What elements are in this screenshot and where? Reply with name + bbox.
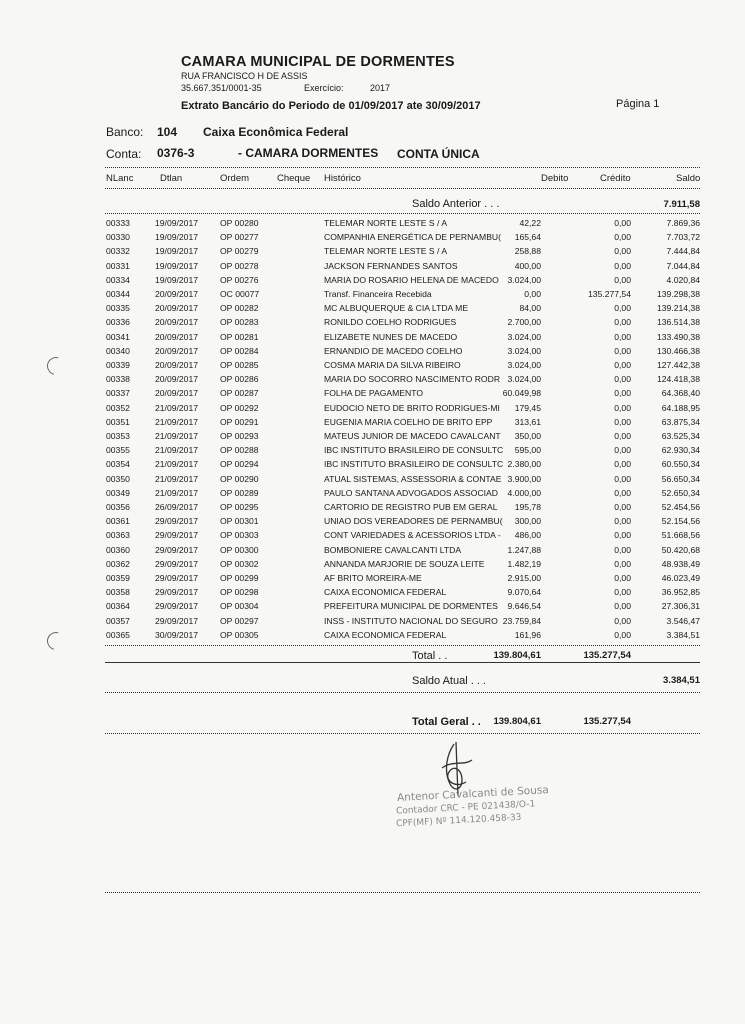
saldo-cell: 62.930,34 [661, 445, 700, 456]
footer-divider [105, 892, 700, 893]
historico-cell: CAIXA ECONOMICA FEDERAL [324, 587, 447, 598]
saldo-atual-divider [105, 692, 700, 693]
debito-cell: 9.646,54 [507, 601, 541, 612]
table-row [0, 403, 745, 417]
historico-cell: TELEMAR NORTE LESTE S / A [324, 246, 448, 257]
nlanc-cell: 00340 [106, 345, 130, 356]
ordem-cell: OP 00298 [220, 587, 259, 598]
organization-name: CAMARA MUNICIPAL DE DORMENTES [181, 54, 455, 70]
ordem-cell: OP 00305 [220, 629, 259, 640]
col-header-debito: Debito [541, 173, 569, 184]
table-row [0, 232, 745, 246]
table-row [0, 218, 745, 232]
table-row [0, 502, 745, 516]
table-row [0, 488, 745, 502]
ordem-cell: OP 00294 [220, 459, 259, 470]
nlanc-cell: 00336 [106, 317, 130, 328]
nlanc-cell: 00355 [106, 445, 130, 456]
debito-cell: 595,00 [514, 445, 541, 456]
nlanc-cell: 00344 [106, 289, 130, 299]
saldo-cell: 7.703,72 [666, 232, 700, 243]
exercicio-label: Exercício: [304, 83, 344, 93]
ordem-cell: OP 00297 [220, 615, 259, 626]
saldo-cell: 127.442,38 [656, 360, 700, 370]
saldo-cell: 64.188,95 [661, 402, 700, 413]
table-row [0, 332, 745, 346]
saldo-anterior-label: Saldo Anterior . . . [412, 198, 500, 210]
credito-cell: 0,00 [614, 345, 631, 356]
historico-cell: ERNANDIO DE MACEDO COELHO [324, 345, 463, 356]
table-row [0, 587, 745, 601]
date-cell: 29/09/2017 [155, 601, 199, 612]
date-cell: 20/09/2017 [155, 289, 199, 299]
date-cell: 20/09/2017 [155, 374, 199, 385]
credito-cell: 0,00 [614, 473, 631, 484]
nlanc-cell: 00359 [106, 573, 130, 583]
conta-number: 0376-3 [157, 146, 195, 160]
ordem-cell: OP 00287 [220, 388, 259, 399]
nlanc-cell: 00362 [106, 558, 130, 569]
conta-label: Conta: [106, 147, 142, 161]
historico-cell: ATUAL SISTEMAS, ASSESSORIA & CONTAE [324, 473, 502, 484]
historico-cell: ELIZABETE NUNES DE MACEDO [324, 331, 458, 342]
historico-cell: PAULO SANTANA ADVOGADOS ASSOCIAD [324, 487, 498, 498]
conta-name: - CAMARA DORMENTES [238, 146, 379, 160]
historico-cell: TELEMAR NORTE LESTE S / A [324, 218, 448, 228]
date-cell: 21/09/2017 [155, 431, 199, 441]
table-row [0, 360, 745, 374]
debito-cell: 4.000,00 [507, 487, 541, 498]
nlanc-cell: 00337 [106, 388, 130, 399]
table-row [0, 261, 745, 275]
historico-cell: CAIXA ECONOMICA FEDERAL [324, 629, 447, 640]
debito-cell: 486,00 [514, 530, 541, 541]
historico-cell: CARTORIO DE REGISTRO PUB EM GERAL [324, 502, 498, 512]
ordem-cell: OP 00278 [220, 260, 259, 271]
header-divider [105, 167, 700, 168]
col-header-cheque: Cheque [277, 173, 311, 184]
table-row [0, 275, 745, 289]
statement-title: Extrato Bancário do Periodo de 01/09/2017 ate 30/09/2017 [181, 100, 481, 112]
ordem-cell: OP 00288 [220, 445, 259, 456]
credito-cell: 0,00 [614, 487, 631, 498]
ordem-cell: OP 00276 [220, 274, 259, 285]
saldo-cell: 3.384,51 [666, 629, 700, 640]
nlanc-cell: 00333 [106, 218, 130, 228]
historico-cell: MARIA DO ROSARIO HELENA DE MACEDO [324, 274, 499, 285]
table-row [0, 573, 745, 587]
saldo-cell: 52.154,56 [661, 516, 700, 527]
saldo-cell: 27.306,31 [661, 601, 700, 612]
date-cell: 19/09/2017 [155, 246, 199, 257]
saldo-cell: 7.044,84 [666, 260, 700, 271]
nlanc-cell: 00365 [106, 629, 130, 640]
debito-cell: 1.247,88 [507, 544, 541, 555]
table-row [0, 346, 745, 360]
date-cell: 20/09/2017 [155, 303, 199, 314]
table-row [0, 417, 745, 431]
ordem-cell: OP 00303 [220, 530, 259, 541]
debito-cell: 84,00 [519, 303, 541, 314]
credito-cell: 0,00 [614, 587, 631, 598]
table-row [0, 445, 745, 459]
nlanc-cell: 00332 [106, 246, 130, 257]
date-cell: 21/09/2017 [155, 402, 199, 413]
nlanc-cell: 00351 [106, 416, 130, 427]
saldo-cell: 130.466,38 [656, 345, 700, 356]
debito-cell: 9.070,64 [507, 587, 541, 598]
ordem-cell: OP 00279 [220, 246, 259, 257]
debito-cell: 161,96 [514, 629, 541, 640]
date-cell: 21/09/2017 [155, 487, 199, 498]
date-cell: 20/09/2017 [155, 388, 199, 399]
table-row [0, 246, 745, 260]
table-row [0, 459, 745, 473]
nlanc-cell: 00360 [106, 544, 130, 555]
saldo-cell: 60.550,34 [661, 459, 700, 470]
historico-cell: IBC INSTITUTO BRASILEIRO DE CONSULTC [324, 445, 504, 456]
col-header-historico: Histórico [324, 173, 361, 184]
nlanc-cell: 00364 [106, 601, 130, 612]
table-row [0, 317, 745, 331]
debito-cell: 350,00 [514, 431, 541, 441]
credito-cell: 0,00 [614, 317, 631, 328]
ordem-cell: OP 00281 [220, 331, 259, 342]
historico-cell: COSMA MARIA DA SILVA RIBEIRO [324, 360, 461, 370]
credito-cell: 0,00 [614, 615, 631, 626]
historico-cell: MC ALBUQUERQUE & CIA LTDA ME [324, 303, 469, 314]
table-row [0, 601, 745, 615]
ordem-cell: OP 00277 [220, 232, 259, 243]
credito-cell: 0,00 [614, 431, 631, 441]
ordem-cell: OP 00304 [220, 601, 259, 612]
debito-cell: 3.024,00 [507, 360, 541, 370]
col-header-nlanc: NLanc [106, 173, 134, 184]
credito-cell: 0,00 [614, 502, 631, 512]
table-row [0, 431, 745, 445]
table-row [0, 530, 745, 544]
date-cell: 20/09/2017 [155, 360, 199, 370]
debito-cell: 195,78 [514, 502, 541, 512]
historico-cell: BOMBONIERE CAVALCANTI LTDA [324, 544, 462, 555]
nlanc-cell: 00350 [106, 473, 130, 484]
table-row [0, 388, 745, 402]
historico-cell: ANNANDA MARJORIE DE SOUZA LEITE [324, 558, 485, 569]
saldo-atual-label: Saldo Atual . . . [412, 675, 486, 687]
nlanc-cell: 00339 [106, 360, 130, 370]
nlanc-cell: 00363 [106, 530, 130, 541]
historico-cell: CONT VARIEDADES & ACESSORIOS LTDA - [324, 530, 501, 541]
table-row [0, 559, 745, 573]
historico-cell: FOLHA DE PAGAMENTO [324, 388, 424, 399]
nlanc-cell: 00338 [106, 374, 130, 385]
ordem-cell: OP 00299 [220, 573, 259, 583]
historico-cell: INSS - INSTITUTO NACIONAL DO SEGURO [324, 615, 498, 626]
total-geral-debito: 139.804,61 [493, 716, 541, 727]
date-cell: 21/09/2017 [155, 416, 199, 427]
table-row [0, 474, 745, 488]
stamp-cpf: CPF(MF) Nº 114.120.458-33 [395, 812, 522, 830]
organization-address: RUA FRANCISCO H DE ASSIS [181, 71, 308, 81]
date-cell: 29/09/2017 [155, 587, 199, 598]
saldo-cell: 63.875,34 [661, 416, 700, 427]
saldo-cell: 3.546,47 [666, 615, 700, 626]
saldo-cell: 48.938,49 [661, 558, 700, 569]
date-cell: 19/09/2017 [155, 274, 199, 285]
credito-cell: 0,00 [614, 416, 631, 427]
table-row [0, 545, 745, 559]
saldo-cell: 139.214,38 [656, 303, 700, 314]
credito-cell: 0,00 [614, 218, 631, 228]
debito-cell: 1.482,19 [507, 558, 541, 569]
date-cell: 29/09/2017 [155, 615, 199, 626]
nlanc-cell: 00349 [106, 487, 130, 498]
total-debito: 139.804,61 [493, 650, 541, 661]
date-cell: 21/09/2017 [155, 445, 199, 456]
date-cell: 30/09/2017 [155, 629, 199, 640]
banco-code: 104 [157, 125, 178, 139]
saldo-cell: 7.444,84 [666, 246, 700, 257]
credito-cell: 0,00 [614, 445, 631, 456]
credito-cell: 0,00 [614, 629, 631, 640]
rows-end-divider [105, 645, 700, 646]
debito-cell: 313,61 [514, 416, 541, 427]
col-header-dtlan: Dtlan [160, 173, 183, 184]
nlanc-cell: 00335 [106, 303, 130, 314]
credito-cell: 0,00 [614, 388, 631, 399]
debito-cell: 2.915,00 [507, 573, 541, 583]
exercicio-value: 2017 [370, 83, 391, 93]
date-cell: 29/09/2017 [155, 573, 199, 583]
debito-cell: 60.049,98 [502, 388, 541, 399]
credito-cell: 0,00 [614, 402, 631, 413]
date-cell: 19/09/2017 [155, 232, 199, 243]
nlanc-cell: 00357 [106, 615, 130, 626]
ordem-cell: OP 00284 [220, 345, 259, 356]
saldo-cell: 63.525,34 [661, 431, 700, 441]
debito-cell: 300,00 [514, 516, 541, 527]
date-cell: 20/09/2017 [155, 345, 199, 356]
total-credito: 135.277,54 [583, 650, 631, 661]
saldo-cell: 56.650,34 [661, 473, 700, 484]
col-header-ordem: Ordem [220, 173, 250, 184]
banco-label: Banco: [106, 125, 144, 139]
ordem-cell: OP 00290 [220, 473, 259, 484]
date-cell: 21/09/2017 [155, 459, 199, 470]
historico-cell: AF BRITO MOREIRA-ME [324, 573, 422, 583]
date-cell: 20/09/2017 [155, 317, 199, 328]
date-cell: 29/09/2017 [155, 544, 199, 555]
debito-cell: 23.759,84 [502, 615, 541, 626]
nlanc-cell: 00352 [106, 402, 130, 413]
saldo-cell: 51.668,56 [661, 530, 700, 541]
historico-cell: IBC INSTITUTO BRASILEIRO DE CONSULTC [324, 459, 504, 470]
credito-cell: 0,00 [614, 331, 631, 342]
ordem-cell: OP 00302 [220, 558, 259, 569]
historico-cell: MARIA DO SOCORRO NASCIMENTO RODR [324, 374, 501, 385]
credito-cell: 0,00 [614, 303, 631, 314]
page-number: Página 1 [616, 98, 660, 110]
historico-cell: JACKSON FERNANDES SANTOS [324, 260, 458, 271]
debito-cell: 400,00 [514, 260, 541, 271]
ordem-cell: OP 00295 [220, 502, 259, 512]
stamp-name: Antenor Cavalcanti de Sousa [396, 784, 550, 804]
ordem-cell: OP 00300 [220, 544, 259, 555]
banco-name: Caixa Econômica Federal [203, 125, 349, 139]
saldo-anterior-value: 7.911,58 [663, 199, 700, 210]
saldo-anterior-divider [105, 213, 700, 214]
date-cell: 29/09/2017 [155, 558, 199, 569]
saldo-cell: 50.420,68 [661, 544, 700, 555]
credito-cell: 0,00 [614, 246, 631, 257]
ordem-cell: OP 00292 [220, 402, 259, 413]
table-row [0, 289, 745, 303]
historico-cell: RONILDO COELHO RODRIGUES [324, 317, 457, 328]
debito-cell: 42,22 [519, 218, 541, 228]
historico-cell: UNIAO DOS VEREADORES DE PERNAMBU( [324, 516, 503, 527]
total-geral-divider [105, 733, 700, 734]
debito-cell: 0,00 [524, 289, 541, 299]
table-row [0, 516, 745, 530]
credito-cell: 0,00 [614, 558, 631, 569]
ordem-cell: OP 00285 [220, 360, 259, 370]
ordem-cell: OP 00301 [220, 516, 259, 527]
credito-cell: 0,00 [614, 232, 631, 243]
saldo-cell: 139.298,38 [656, 289, 700, 299]
credito-cell: 0,00 [614, 360, 631, 370]
credito-cell: 0,00 [614, 530, 631, 541]
col-header-saldo: Saldo [676, 173, 701, 184]
saldo-cell: 136.514,38 [656, 317, 700, 328]
nlanc-cell: 00334 [106, 274, 130, 285]
ordem-cell: OC 00077 [220, 289, 260, 299]
nlanc-cell: 00331 [106, 260, 130, 271]
historico-cell: PREFEITURA MUNICIPAL DE DORMENTES [324, 601, 498, 612]
historico-cell: EUGENIA MARIA COELHO DE BRITO EPP [324, 416, 493, 427]
debito-cell: 3.024,00 [507, 374, 541, 385]
date-cell: 29/09/2017 [155, 530, 199, 541]
credito-cell: 0,00 [614, 573, 631, 583]
columns-divider [105, 188, 700, 189]
total-geral-label: Total Geral . . [412, 716, 481, 728]
debito-cell: 165,64 [514, 232, 541, 243]
date-cell: 21/09/2017 [155, 473, 199, 484]
ordem-cell: OP 00289 [220, 487, 259, 498]
table-row [0, 616, 745, 630]
debito-cell: 179,45 [514, 402, 541, 413]
credito-cell: 0,00 [614, 601, 631, 612]
credito-cell: 0,00 [614, 544, 631, 555]
saldo-cell: 64.368,40 [661, 388, 700, 399]
credito-cell: 0,00 [614, 459, 631, 470]
debito-cell: 3.024,00 [507, 345, 541, 356]
credito-cell: 0,00 [614, 374, 631, 385]
date-cell: 29/09/2017 [155, 516, 199, 527]
total-divider [105, 662, 700, 663]
ordem-cell: OP 00280 [220, 218, 259, 228]
debito-cell: 3.900,00 [507, 473, 541, 484]
saldo-cell: 4.020,84 [666, 274, 700, 285]
nlanc-cell: 00354 [106, 459, 130, 470]
saldo-cell: 124.418,38 [656, 374, 700, 385]
saldo-cell: 36.952,85 [661, 587, 700, 598]
saldo-cell: 46.023,49 [661, 573, 700, 583]
historico-cell: Transf. Financeira Recebida [324, 289, 432, 299]
ordem-cell: OP 00283 [220, 317, 259, 328]
ordem-cell: OP 00291 [220, 416, 259, 427]
saldo-cell: 52.650,34 [661, 487, 700, 498]
date-cell: 20/09/2017 [155, 331, 199, 342]
nlanc-cell: 00341 [106, 331, 130, 342]
ordem-cell: OP 00282 [220, 303, 259, 314]
debito-cell: 3.024,00 [507, 331, 541, 342]
credito-cell: 135.277,54 [587, 289, 631, 299]
debito-cell: 3.024,00 [507, 274, 541, 285]
total-label: Total . . [412, 650, 448, 662]
saldo-cell: 52.454,56 [661, 502, 700, 512]
date-cell: 19/09/2017 [155, 260, 199, 271]
nlanc-cell: 00361 [106, 516, 130, 527]
nlanc-cell: 00330 [106, 232, 130, 243]
ordem-cell: OP 00286 [220, 374, 259, 385]
credito-cell: 0,00 [614, 274, 631, 285]
conta-type: CONTA ÚNICA [397, 147, 480, 161]
credito-cell: 0,00 [614, 260, 631, 271]
stamp-crc: Contador CRC - PE 021438/O-1 [395, 799, 536, 817]
date-cell: 19/09/2017 [155, 218, 199, 228]
table-row [0, 303, 745, 317]
total-geral-credito: 135.277,54 [583, 716, 631, 727]
nlanc-cell: 00353 [106, 431, 130, 441]
saldo-cell: 7.869,36 [666, 218, 700, 228]
nlanc-cell: 00358 [106, 587, 130, 598]
col-header-credito: Crédito [600, 173, 631, 184]
credito-cell: 0,00 [614, 516, 631, 527]
saldo-atual-value: 3.384,51 [663, 675, 700, 686]
saldo-cell: 133.490,38 [656, 331, 700, 342]
debito-cell: 2.380,00 [507, 459, 541, 470]
organization-cnpj: 35.667.351/0001-35 [181, 83, 262, 93]
debito-cell: 258,88 [514, 246, 541, 257]
historico-cell: MATEUS JUNIOR DE MACEDO CAVALCANT [324, 431, 501, 441]
table-row [0, 630, 745, 644]
historico-cell: COMPANHIA ENERGÉTICA DE PERNAMBU( [324, 232, 501, 243]
historico-cell: EUDOCIO NETO DE BRITO RODRIGUES-MI [324, 402, 500, 413]
ordem-cell: OP 00293 [220, 431, 259, 441]
date-cell: 26/09/2017 [155, 502, 199, 512]
debito-cell: 2.700,00 [507, 317, 541, 328]
table-row [0, 374, 745, 388]
nlanc-cell: 00356 [106, 502, 130, 512]
